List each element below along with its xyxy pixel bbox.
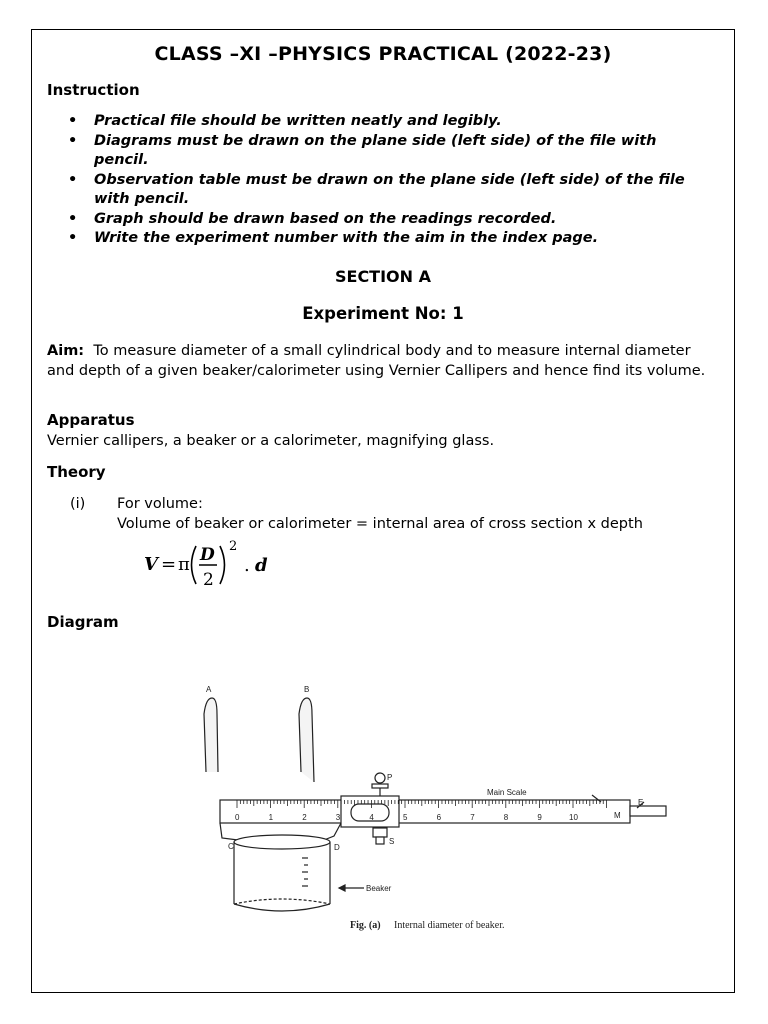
left-paren-icon [192, 546, 197, 584]
theory-item-title: For volume: [117, 496, 203, 512]
beaker-bottom [234, 904, 330, 911]
formula-pi: π [178, 554, 190, 575]
lower-jaw-c [220, 823, 238, 840]
instruction-item: • Graph should be drawn based on the readings recorded. [68, 210, 708, 230]
label-screw-s: S [389, 837, 395, 846]
vernier-calliper-diagram [184, 672, 644, 931]
label-jaw-b: B [304, 685, 310, 694]
scale-number: 9 [537, 813, 542, 822]
label-jaw-a: A [206, 685, 212, 694]
bullet-icon: • [68, 113, 78, 129]
label-point-m: M [614, 811, 621, 820]
scale-number: 4 [369, 813, 374, 822]
depth-rod [630, 806, 666, 816]
formula-numerator: D [200, 545, 215, 565]
label-point-d: D [334, 843, 340, 852]
apparatus-heading: Apparatus [47, 411, 135, 429]
caption-text: Internal diameter of beaker. [394, 920, 505, 931]
theory-item-number: (i) [70, 496, 86, 512]
label-point-c: C [228, 842, 234, 851]
label-main-scale: Main Scale [487, 788, 527, 797]
label-rod-e: E [638, 798, 644, 807]
instruction-item: • Diagrams must be drawn on the plane side (left side) of the file with pencil. [68, 132, 657, 168]
bullet-icon: • [68, 132, 78, 149]
instruction-list [68, 112, 708, 249]
scale-number: 8 [503, 813, 509, 822]
screw-p-base [372, 784, 388, 788]
instruction-item: • Observation table must be drawn on the plane side (left side) of the file with pencil. [68, 171, 685, 207]
formula-d: d [255, 555, 268, 576]
experiment-heading: Experiment No: 1 [302, 304, 464, 323]
theory-heading: Theory [47, 463, 106, 481]
screw-s-nut [376, 837, 384, 844]
instruction-item: • Write the experiment number with the aim in the index page. [68, 229, 708, 249]
scale-number: 6 [436, 813, 442, 822]
bullet-icon: • [68, 230, 78, 246]
apparatus-text: Vernier callipers, a beaker or a calorimeter, magnifying glass. [47, 433, 495, 449]
instruction-heading: Instruction [47, 81, 140, 99]
formula-lhs: V [144, 554, 158, 575]
scale-number: 3 [335, 813, 341, 822]
aim-label: Aim: [47, 343, 85, 359]
label-screw-p: P [387, 773, 393, 782]
scale-number: 2 [302, 813, 307, 822]
formula-power: 2 [229, 539, 238, 554]
jaw-b-shape [299, 698, 314, 782]
scale-number: 5 [403, 813, 408, 822]
arrow-head-icon [339, 885, 345, 891]
screw-p-icon [375, 773, 385, 783]
bullet-icon: • [68, 171, 78, 188]
label-beaker: Beaker [366, 884, 392, 893]
jaw-a-shape [204, 698, 218, 772]
instruction-item: • Practical file should be written neatly and legibly. [68, 112, 708, 132]
caption-prefix: Fig. (a) [350, 920, 381, 931]
page-title: CLASS –XI –PHYSICS PRACTICAL (2022-23) [154, 43, 612, 65]
scale-number: 1 [268, 813, 274, 822]
aim-paragraph [47, 341, 717, 381]
right-paren-icon [220, 546, 225, 584]
formula-denominator: 2 [203, 570, 214, 590]
theory-item-text: Volume of beaker or calorimeter = internal area of cross section x depth [117, 516, 643, 532]
beaker-bottom-back [234, 899, 330, 904]
section-heading: SECTION A [334, 267, 431, 286]
formula-equals: = [161, 554, 177, 575]
scale-number: 10 [569, 813, 578, 822]
scale-number: 0 [235, 813, 240, 822]
aim-text: To measure diameter of a small cylindrical body and to measure internal diameter and depth of a given beaker/calorimeter using Vernier Callipers and hence find its volume. [47, 343, 706, 379]
scale-number: 7 [470, 813, 475, 822]
volume-formula [132, 536, 282, 596]
screw-s-icon [373, 828, 387, 837]
diagram-heading: Diagram [47, 613, 119, 631]
document-page [31, 29, 735, 993]
bullet-icon: • [68, 210, 78, 227]
formula-dot: . [244, 555, 250, 576]
beaker-rim [234, 835, 330, 849]
lower-jaw-d [324, 823, 341, 840]
